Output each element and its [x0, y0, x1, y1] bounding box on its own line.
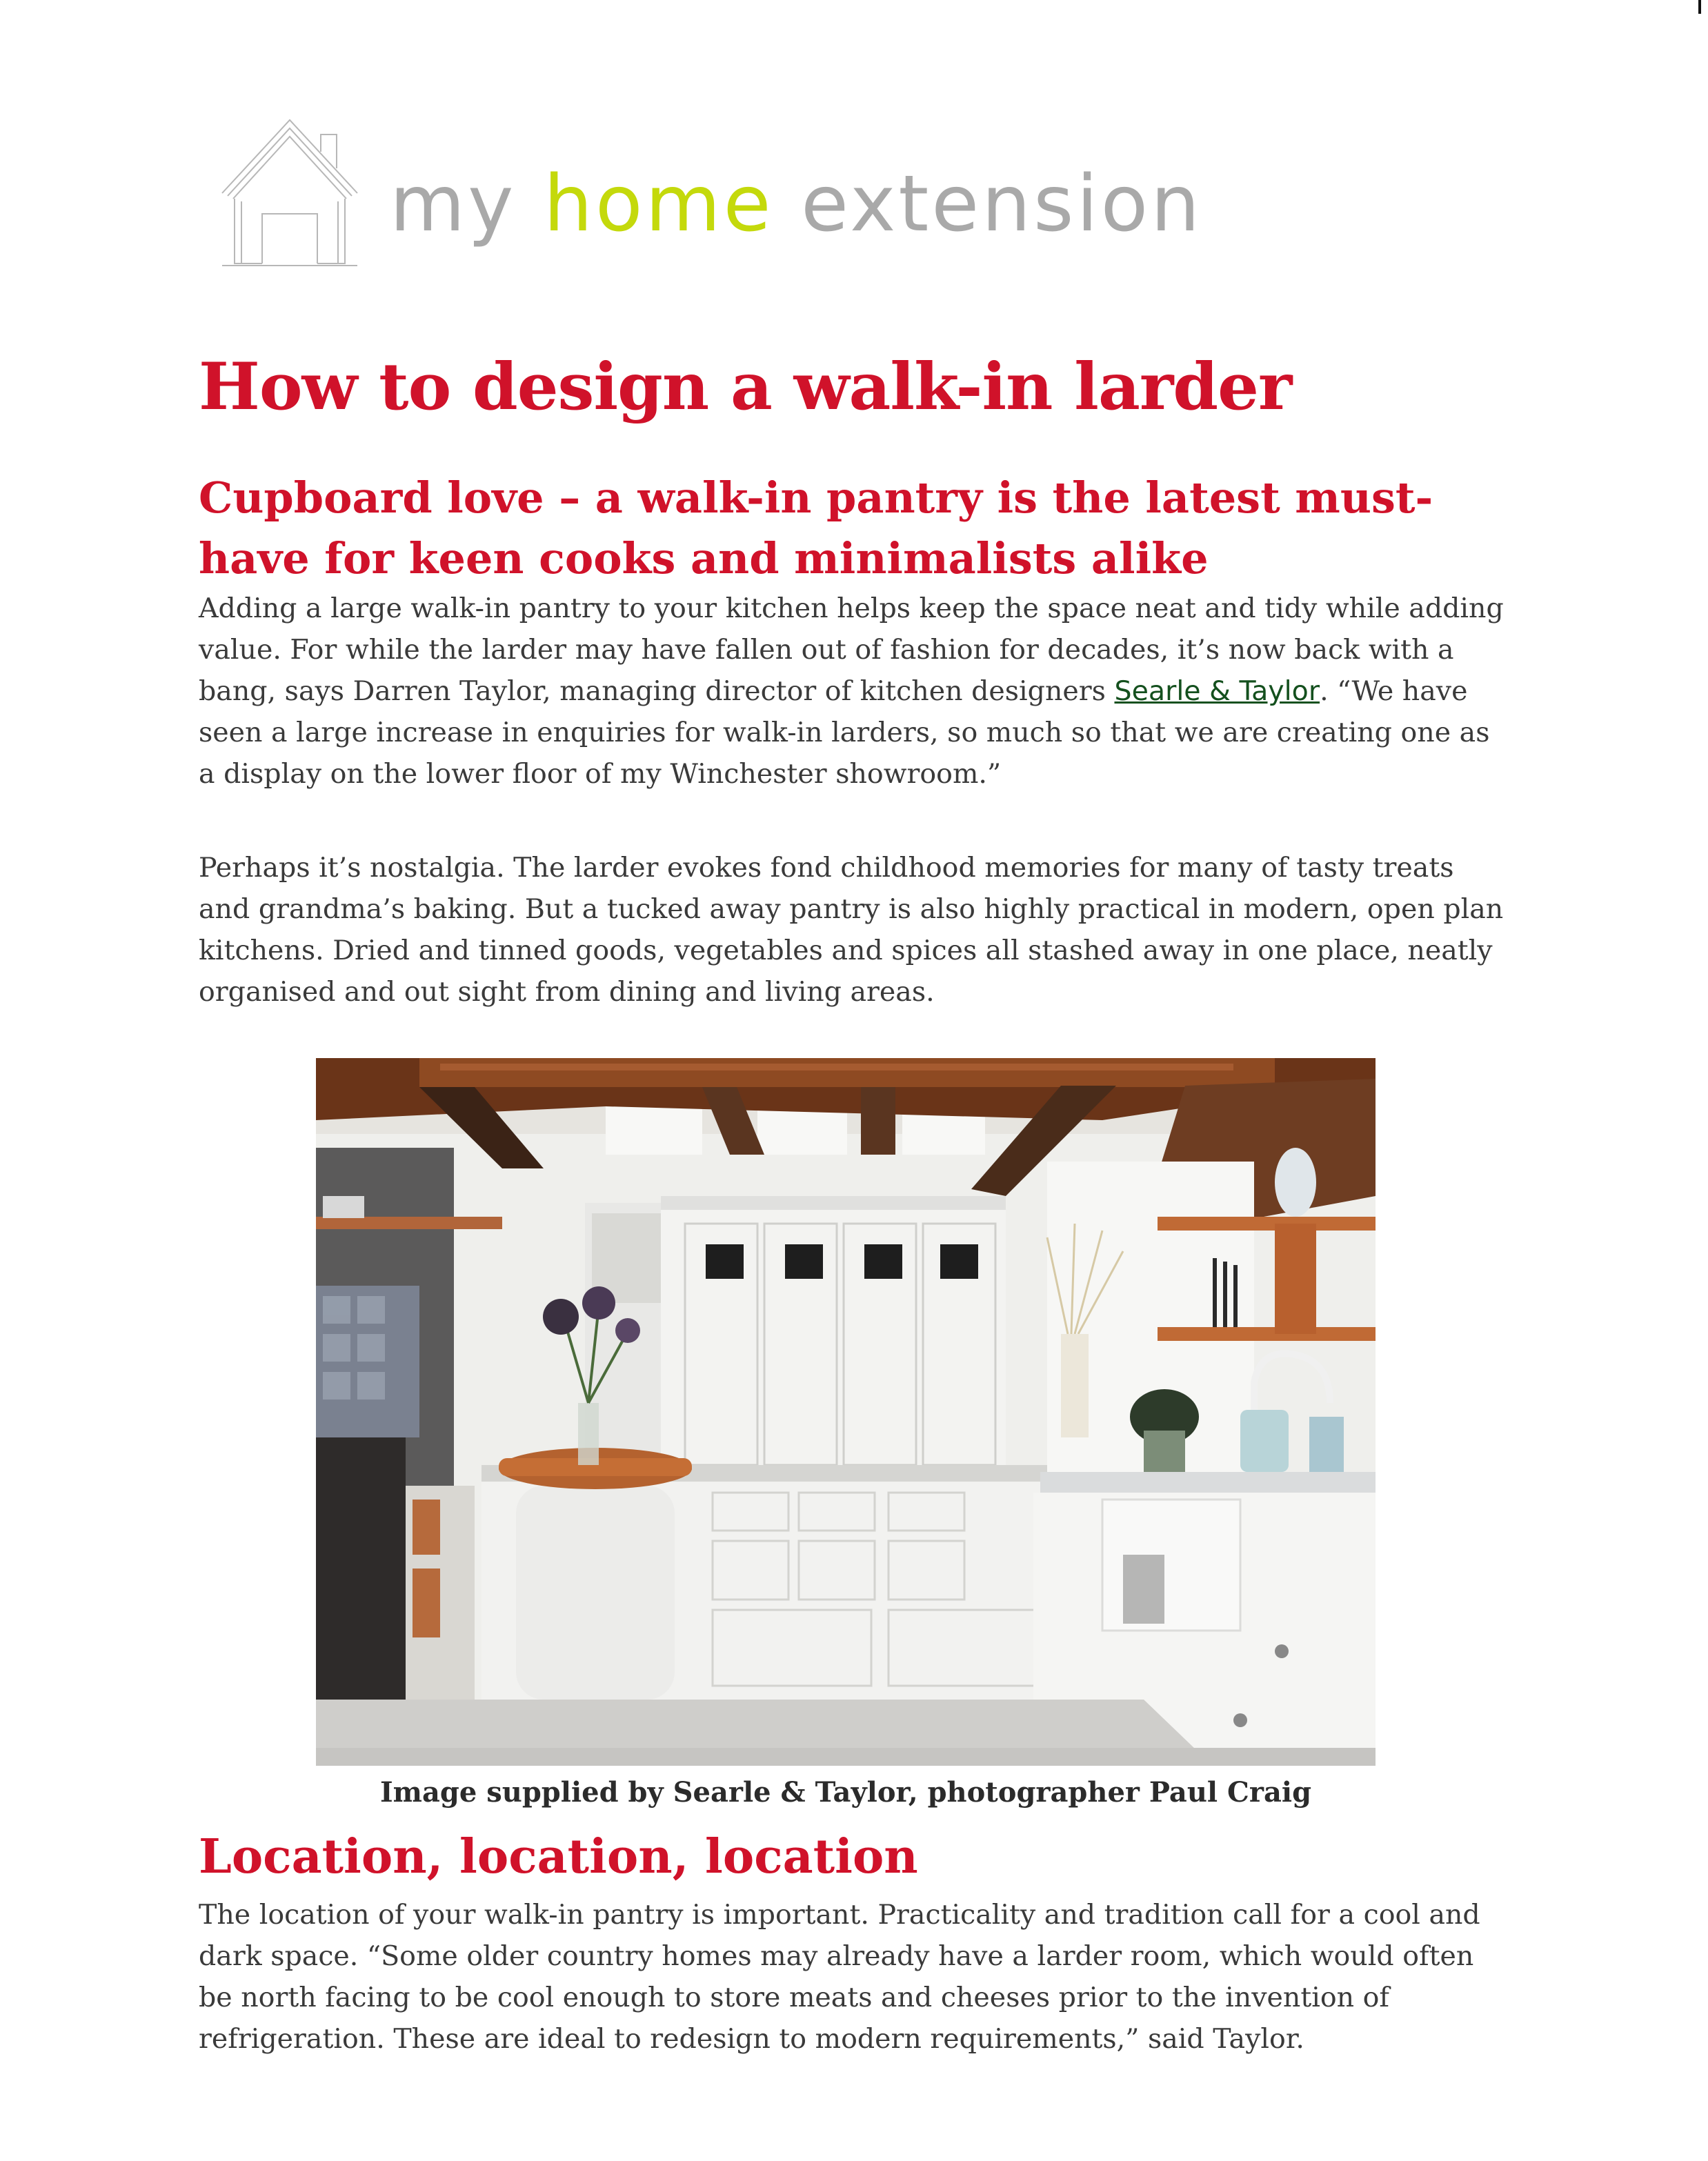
brand-wordmark	[390, 159, 1203, 249]
house-logo-icon	[214, 110, 366, 269]
brand-word-extension: extension	[801, 159, 1203, 249]
scan-mark	[1698, 0, 1701, 14]
intro-text-end: . “We have seen a large increase in enquiries for walk-in larders, so much so that we are creating one as a display on the lower floor of my Winchester showroom.”	[199, 675, 1490, 790]
location-paragraph: The location of your walk-in pantry is important. Practicality and tradition call for a cool and dark space. “Some older country homes may already have a larder room, which would often be north facing to be cool enough to store meats and cheeses prior to the invention of refrigeration. These are ideal to redesign to modern requirements,” said Taylor.	[199, 1899, 1480, 2055]
intro-text-start: Adding a large walk-in pantry to your kitchen helps keep the space neat and tidy while adding value. For while the larder may have fallen out of fashion for decades, it’s now back with a bang, says Darren Taylor, managing director of kitchen designers	[199, 592, 1504, 707]
article-title: How to design a walk-in larder	[199, 349, 1292, 425]
kitchen-photo	[316, 1058, 1376, 1766]
article-subtitle: Cupboard love – a walk-in pantry is the latest must-have for keen cooks and minimalists alike	[199, 472, 1433, 584]
brand-word-my: my	[390, 159, 517, 249]
section-heading-location: Location, location, location	[199, 1829, 918, 1884]
searle-taylor-link[interactable]: Searle & Taylor	[1114, 675, 1320, 707]
image-caption: Image supplied by Searle & Taylor, photographer Paul Craig	[379, 1776, 1312, 1809]
masthead	[214, 110, 1249, 276]
brand-word-home: home	[544, 159, 774, 249]
nostalgia-paragraph: Perhaps it’s nostalgia. The larder evokes fond childhood memories for many of tasty treats and grandma’s baking. But a tucked away pantry is also highly practical in modern, open plan kitchens. Dried and tinned goods, vegetables and spices all stashed away in one place, neatly organised and out sight from dining and living areas.	[199, 852, 1504, 1008]
intro-paragraph	[199, 588, 1509, 795]
